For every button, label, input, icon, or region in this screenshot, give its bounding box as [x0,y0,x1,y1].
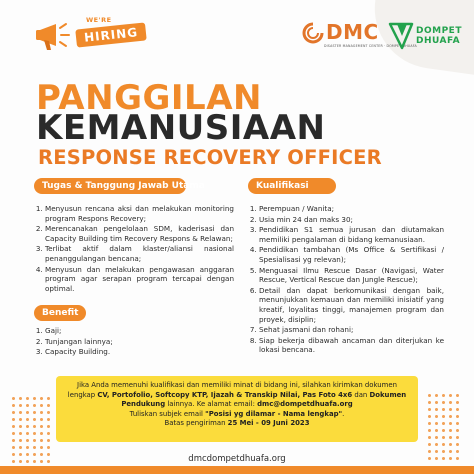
dot-pattern-right [426,392,460,460]
note-text: . [342,409,345,418]
dompet-dhuafa-logo [388,18,466,54]
list-item: 4. Menyusun dan melakukan pengawasan anggaran program agar serapan program tercapai dengan optimal. [45,265,234,294]
note-deadline-label: Batas pengiriman [164,419,228,428]
headline-line1: PANGGILAN [36,78,262,118]
tugas-list [34,204,234,294]
note-text: Jika Anda memenuhi kualifikasi dan memiliki minat di bidang ini, silahkan kirimkan dokumen lengkap [67,381,397,399]
headline-line2: KEMANUSIAAN [36,108,326,148]
list-item: 7. Sehat jasmani dan rohani; [259,325,444,335]
list-item: 3. Pendidikan S1 semua jurusan dan diutamakan memiliki pengalaman di bidang kemanusiaan. [259,225,444,244]
list-item: 6. Detail dan dapat berkomunikasi dengan baik, menunjukkan kemauan dan memiliki inisiatif yang kreatif, loyalitas tinggi, manajemen program dan proyek, disiplin; [259,286,444,324]
list-item: 2. Usia min 24 dan maks 30; [259,215,444,225]
dompet-dhuafa-logo-icon [388,20,414,52]
hiring-main-text: HIRING [75,22,147,47]
dmc-logo-icon [302,22,324,44]
note-text: Tuliskan subjek email [129,409,206,418]
note-deadline: 25 Mei - 09 Juni 2023 [227,419,310,428]
note-text: lainnya. Ke alamat email: [165,400,258,409]
application-note [56,376,418,442]
list-item: 1. Gaji; [45,326,154,336]
dmc-logo-subtitle: DISASTER MANAGEMENT CENTER · DOMPET DHUAFA [324,44,417,48]
bottom-stripe [0,466,474,474]
dmc-logo-text: DMC [326,20,379,44]
list-item: 3. Terlibat aktif dalam klaster/aliansi nasional penanggulangan bencana; [45,244,234,263]
website-link[interactable]: dmcdompetdhuafa.org [188,454,286,464]
note-documents: CV, Portofolio, Softcopy KTP, Ijazah & Transkip Nilai, Pas Foto 4x6 [97,390,353,399]
dompet-dhuafa-logo-text [416,26,462,46]
note-supporting-docs: Dokumen Pendukung [121,390,407,409]
list-item: 1. Menyusun rencana aksi dan melakukan monitoring program Respons Recovery; [45,204,234,223]
note-email[interactable]: dmc@dompetdhuafa.org [257,400,353,409]
hiring-top-text: WE'RE [86,16,112,24]
list-item: 4. Pendidikan tambahan (Ms Office & Sertifikasi / Spesialisasi yg relevan); [259,245,444,264]
dmc-logo [302,20,417,54]
note-text: dan [352,390,370,399]
benefit-list [34,326,154,358]
list-item: 5. Menguasai Ilmu Rescue Dasar (Navigasi, Water Rescue, Vertical Rescue dan Jungle Rescue); [259,266,444,285]
job-title: RESPONSE RECOVERY OFFICER [38,146,382,169]
list-item: 1. Perempuan / Wanita; [259,204,444,214]
note-subject: "Posisi yg dilamar - Nama lengkap" [205,409,343,418]
list-item: 8. Siap bekerja dibawah ancaman dan diterjukan ke lokasi bencana. [259,336,444,355]
dompet-dhuafa-line1: DOMPET [416,26,462,36]
list-item: 3. Capacity Building. [45,347,154,357]
dompet-dhuafa-line2: DHUAFA [416,36,461,46]
list-item: 2. Merencanakan pengelolaan SDM, kaderisasi dan Capacity Building tim Recovery Respons & Relawan; [45,224,234,243]
list-item: 2. Tunjangan lainnya; [45,337,154,347]
section-title-kualifikasi: Kualifikasi [248,178,336,194]
megaphone-icon [34,16,74,54]
kualifikasi-list [248,204,444,356]
section-title-tugas: Tugas & Tanggung Jawab Utama [34,178,186,194]
hiring-badge [34,12,144,58]
section-title-benefit: Benefit [34,305,86,321]
